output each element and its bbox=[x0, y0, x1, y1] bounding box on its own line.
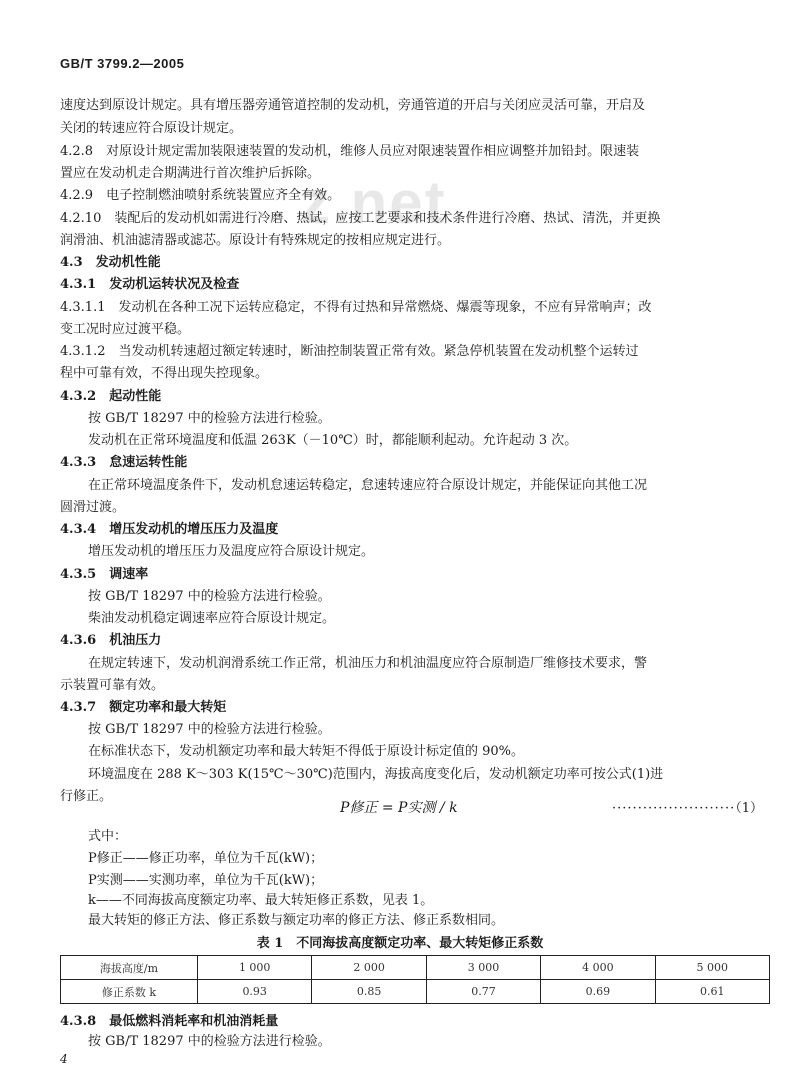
table-cell: 0.61 bbox=[655, 980, 769, 1004]
body-line: 环境温度在 288 K～303 K(15℃～30℃)范围内，海拔高度变化后，发动机额定功率可按公式(1)进 bbox=[88, 767, 664, 782]
body-line: 发动机在正常环境温度和低温 263K（－10℃）时，都能顺利起动。允许起动 3 次。 bbox=[88, 433, 578, 448]
body-line: 在规定转速下，发动机润滑系统工作正常，机油压力和机油温度应符合原制造厂维修技术要求，警 bbox=[88, 656, 648, 671]
body-line: 行修正。 bbox=[60, 789, 113, 804]
section-heading: 4.3.5 调速率 bbox=[60, 567, 149, 582]
body-line: 按 GB/T 18297 中的检验方法进行检验。 bbox=[88, 1034, 331, 1049]
table-cell: 2 000 bbox=[312, 956, 426, 980]
standard-header: GB/T 3799.2—2005 bbox=[60, 56, 185, 71]
body-line: 在标准状态下，发动机额定功率和最大转矩不得低于原设计标定值的 90%。 bbox=[88, 744, 525, 759]
table-cell: 1 000 bbox=[198, 956, 312, 980]
body-line: 4.3.1.1 发动机在各种工况下运转应稳定，不得有过热和异常燃烧、爆震等现象，不应有异常响声；改 bbox=[60, 300, 652, 315]
body-line: 速度达到原设计规定。具有增压器旁通管道控制的发动机，旁通管道的开启与关闭应灵活可靠，开启及 bbox=[60, 98, 646, 113]
table-header-cell: 修正系数 k bbox=[61, 980, 198, 1004]
page-number: 4 bbox=[60, 1052, 68, 1066]
table-cell: 5 000 bbox=[655, 956, 769, 980]
body-line: 增压发动机的增压压力及温度应符合原设计规定。 bbox=[88, 544, 375, 559]
body-line: P实测——实测功率，单位为千瓦(kW)； bbox=[88, 873, 324, 888]
body-line: 按 GB/T 18297 中的检验方法进行检验。 bbox=[88, 722, 331, 737]
body-line: 示装置可靠有效。 bbox=[60, 678, 165, 693]
table-header-cell: 海拔高度/m bbox=[61, 956, 198, 980]
table-cell: 0.85 bbox=[312, 980, 426, 1004]
formula: P修正 = P实测 / k bbox=[340, 800, 458, 816]
table-row bbox=[61, 980, 770, 1004]
watermark: z.net bbox=[300, 169, 447, 236]
table-cell: 0.69 bbox=[541, 980, 655, 1004]
body-line: 关闭的转速应符合原设计规定。 bbox=[60, 121, 243, 136]
body-line: 置应在发动机走合期满进行首次维护后拆除。 bbox=[60, 166, 321, 181]
body-line: 按 GB/T 18297 中的检验方法进行检验。 bbox=[88, 411, 331, 426]
correction-table bbox=[60, 955, 770, 1004]
section-heading: 4.3.7 额定功率和最大转矩 bbox=[60, 700, 227, 715]
body-line: k——不同海拔高度额定功率、最大转矩修正系数，见表 1。 bbox=[88, 893, 434, 908]
body-line: 在正常环境温度条件下，发动机怠速运转稳定，怠速转速应符合原设计规定，并能保证向其他工况 bbox=[88, 478, 648, 493]
table-cell: 3 000 bbox=[426, 956, 540, 980]
body-line: 4.2.8 对原设计规定需加装限速装置的发动机，维修人员应对限速装置作相应调整并加铅封。限速装 bbox=[60, 144, 640, 159]
table-row bbox=[61, 956, 770, 980]
section-heading: 4.3.4 增压发动机的增压压力及温度 bbox=[60, 522, 279, 537]
body-line: 柴油发动机稳定调速率应符合原设计规定。 bbox=[88, 611, 336, 626]
table-caption: 表 1 不同海拔高度额定功率、最大转矩修正系数 bbox=[256, 936, 544, 951]
section-heading: 4.3 发动机性能 bbox=[60, 255, 161, 270]
body-line: 圆滑过渡。 bbox=[60, 500, 126, 515]
section-heading: 4.3.1 发动机运转状况及检查 bbox=[60, 277, 240, 292]
body-line: 按 GB/T 18297 中的检验方法进行检验。 bbox=[88, 589, 331, 604]
section-heading: 4.3.3 怠速运转性能 bbox=[60, 455, 188, 470]
section-heading: 4.3.8 最低燃料消耗率和机油消耗量 bbox=[60, 1014, 279, 1029]
table-cell: 4 000 bbox=[541, 956, 655, 980]
body-line: P修正——修正功率，单位为千瓦(kW)； bbox=[88, 851, 324, 866]
body-line: 程中可靠有效，不得出现失控现象。 bbox=[60, 366, 269, 381]
body-line: 最大转矩的修正方法、修正系数与额定功率的修正方法、修正系数相同。 bbox=[88, 913, 505, 928]
formula-number: ························（1） bbox=[612, 801, 763, 816]
body-line: 润滑油、机油滤清器或滤芯。原设计有特殊规定的按相应规定进行。 bbox=[60, 233, 451, 248]
table-cell: 0.93 bbox=[198, 980, 312, 1004]
body-line: 变工况时应过渡平稳。 bbox=[60, 322, 191, 337]
body-line: 4.2.10 装配后的发动机如需进行冷磨、热试，应按工艺要求和技术条件进行冷磨、热试、清洗，并更换 bbox=[60, 211, 661, 226]
body-line: 4.2.9 电子控制燃油喷射系统装置应齐全有效。 bbox=[60, 188, 341, 203]
body-line: 4.3.1.2 当发动机转速超过额定转速时，断油控制装置正常有效。紧急停机装置在发动机整个运转过 bbox=[60, 344, 639, 359]
table-cell: 0.77 bbox=[426, 980, 540, 1004]
section-heading: 4.3.6 机油压力 bbox=[60, 633, 162, 648]
section-heading: 4.3.2 起动性能 bbox=[60, 389, 162, 404]
body-line: 式中： bbox=[88, 829, 128, 844]
